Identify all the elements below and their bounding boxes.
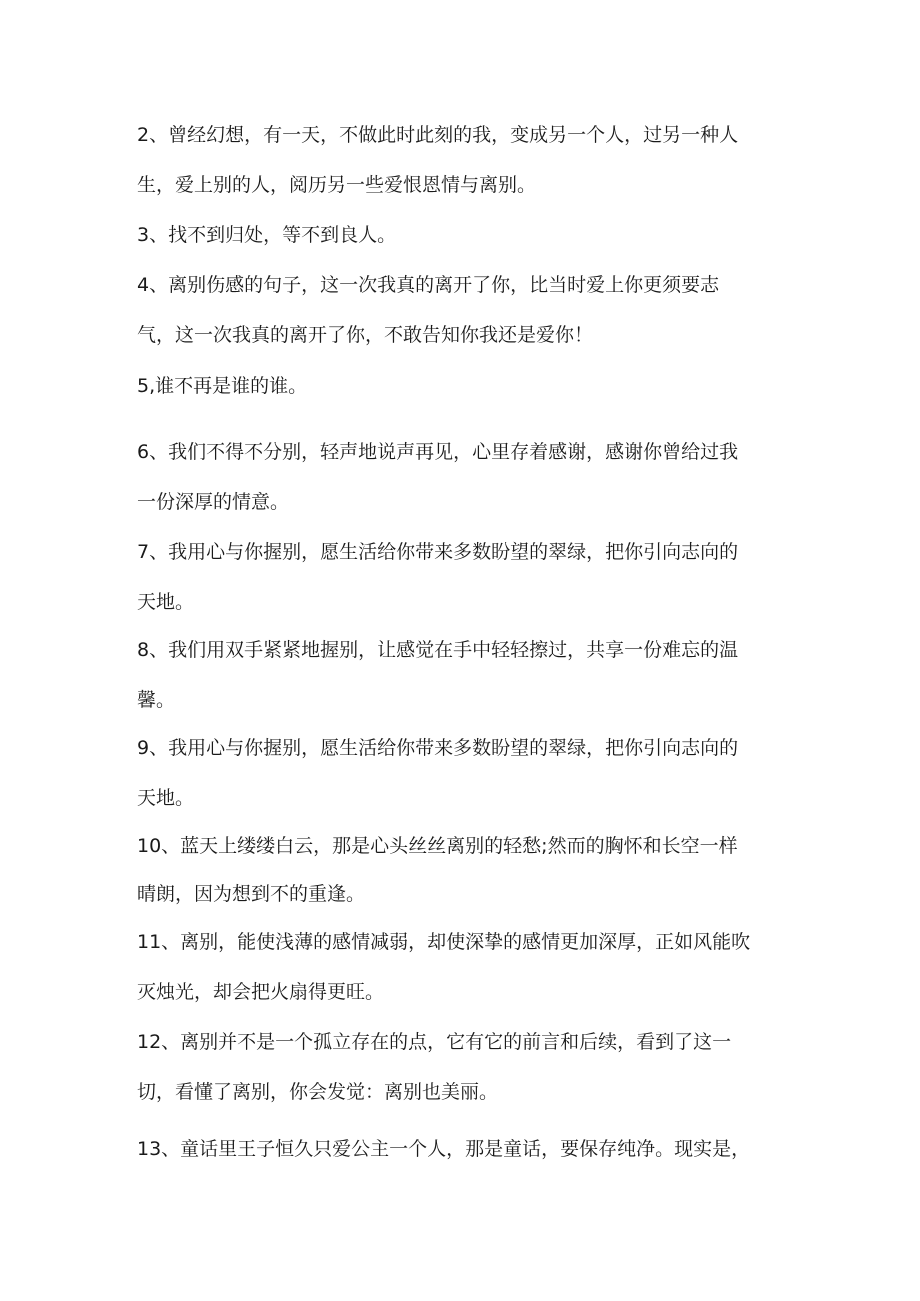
text-line: 4、离别伤感的句子，这一次我真的离开了你，比当时爱上你更须要志: [137, 274, 720, 296]
text-line: 2、曾经幻想，有一天，不做此时此刻的我，变成另一个人，过另一种人: [137, 124, 739, 146]
text-line: 馨。: [137, 689, 176, 711]
text-line: 8、我们用双手紧紧地握别，让感觉在手中轻轻擦过，共享一份难忘的温: [137, 639, 739, 661]
text-line: 气，这一次我真的离开了你，不敢告知你我还是爱你！: [137, 324, 594, 346]
text-line: 7、我用心与你握别，愿生活给你带来多数盼望的翠绿，把你引向志向的: [137, 541, 739, 563]
text-line: 10、蓝天上缕缕白云，那是心头丝丝离别的轻愁;然而的胸怀和长空一样: [137, 835, 738, 857]
text-line: 晴朗，因为想到不的重逢。: [137, 883, 366, 905]
text-line: 5,谁不再是谁的谁。: [137, 375, 308, 397]
text-line: 11、离别，能使浅薄的感情减弱，却使深挚的感情更加深厚，正如风能吹: [137, 931, 751, 953]
text-line: 3、找不到归处，等不到良人。: [137, 224, 397, 246]
text-line: 生，爱上别的人，阅历另一些爱恨恩情与离别。: [137, 174, 537, 196]
text-line: 12、离别并不是一个孤立存在的点，它有它的前言和后续，看到了这一: [137, 1031, 732, 1053]
text-line: 一份深厚的情意。: [137, 491, 290, 513]
text-line: 6、我们不得不分别，轻声地说声再见，心里存着感谢，感谢你曾给过我: [137, 441, 739, 463]
text-line: 天地。: [137, 591, 195, 613]
text-line: 灭烛光，却会把火扇得更旺。: [137, 981, 385, 1003]
text-line: 天地。: [137, 787, 195, 809]
text-line: 9、我用心与你握别，愿生活给你带来多数盼望的翠绿，把你引向志向的: [137, 737, 739, 759]
text-line: 13、童话里王子恒久只爱公主一个人，那是童话，要保存纯净。现实是，: [137, 1138, 751, 1160]
text-line: 切，看懂了离别，你会发觉：离别也美丽。: [137, 1081, 499, 1103]
